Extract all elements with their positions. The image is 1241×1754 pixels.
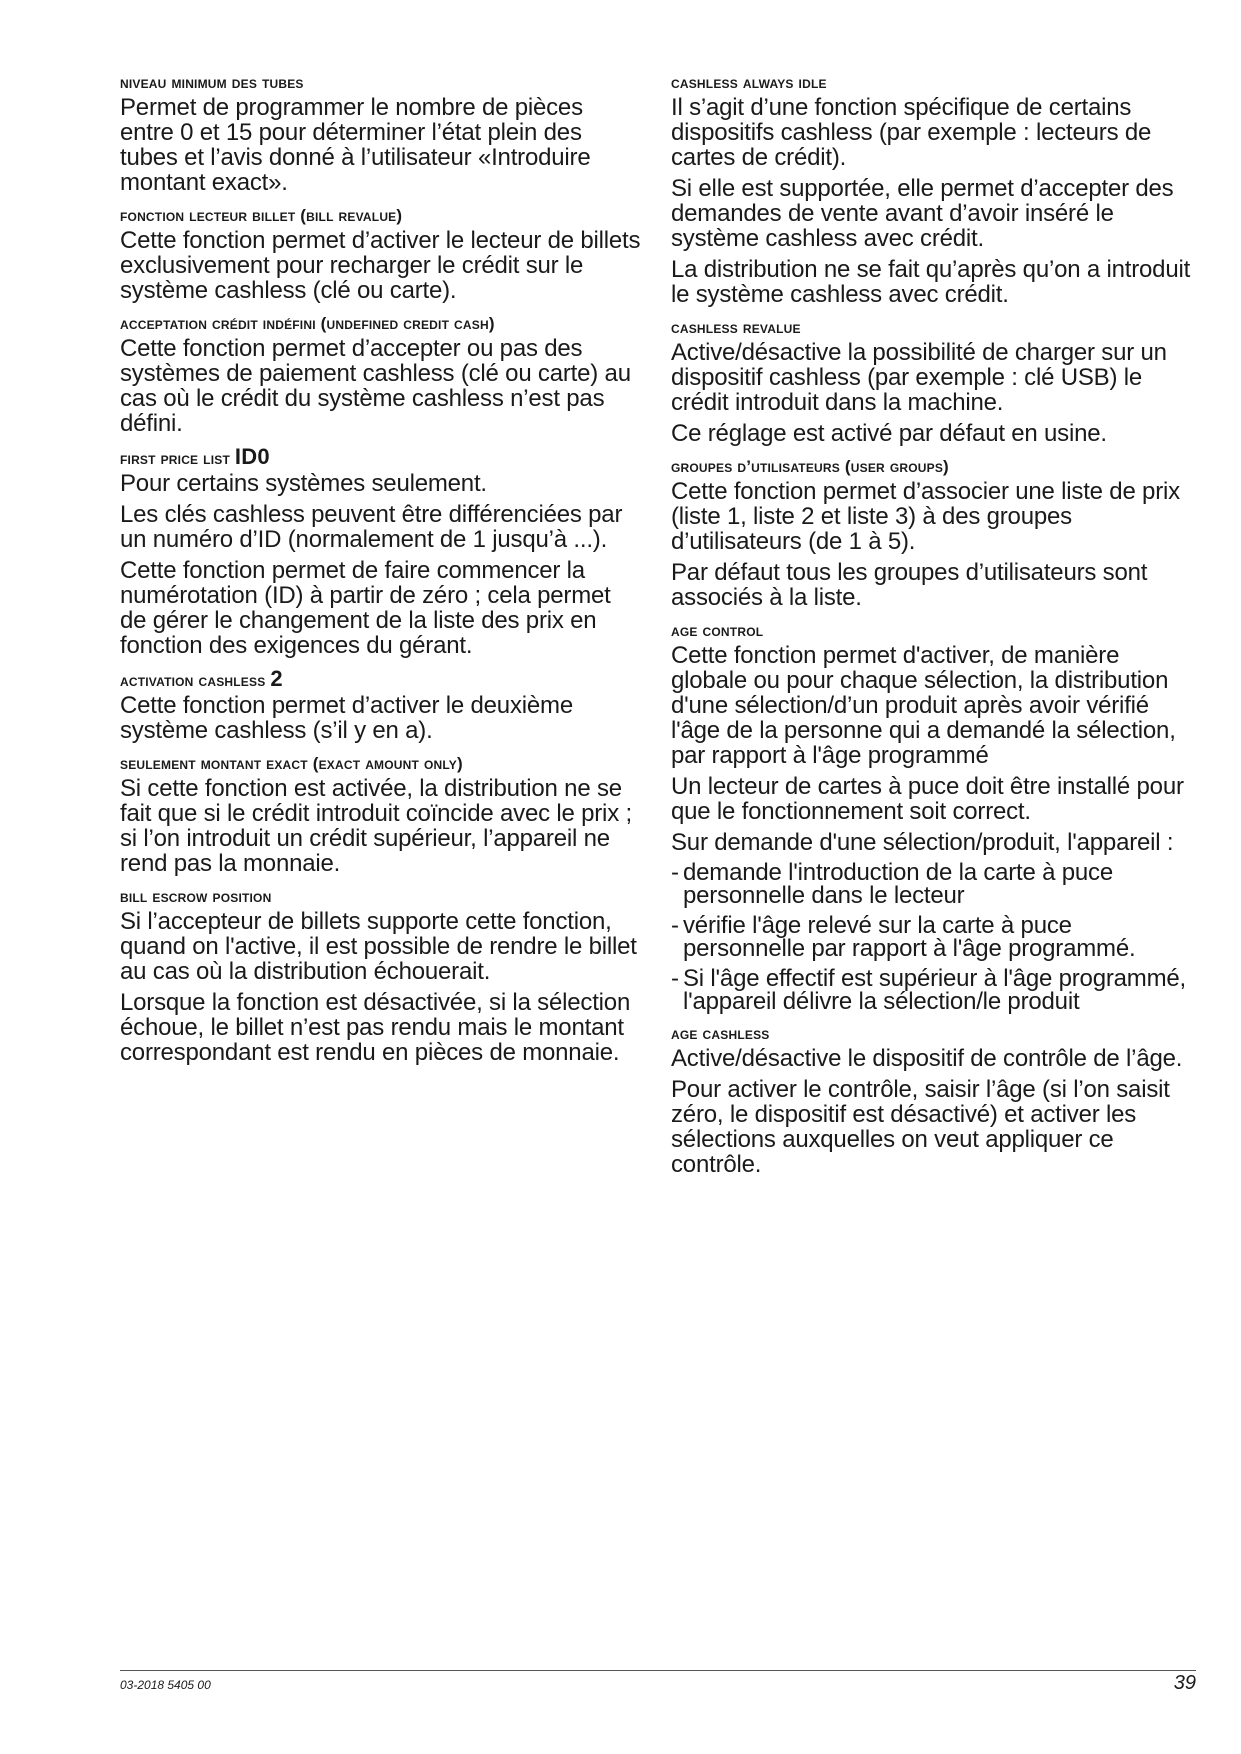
section-heading: bill escrow position — [120, 887, 272, 906]
paragraph: Permet de programmer le nombre de pièces entre 0 et 15 pour déterminer l’état plein des tubes et l’avis donné à l’utilisateur «Introduire montant exact». — [120, 94, 591, 196]
paragraph: Cette fonction permet de faire commencer la numérotation (ID) à partir de zéro ; cela permet de gérer le changement de la liste des prix en fonction des exigences du gérant. — [120, 557, 611, 659]
section-heading: groupes d’utilisateurs (user groups) — [671, 457, 949, 476]
list-item-text: vérifie l'âge relevé sur la carte à puce personnelle par rapport à l'âge programmé. — [683, 912, 1136, 962]
right-column — [671, 72, 1196, 1187]
heading-suffix: 2 — [270, 666, 283, 691]
section-age-cashless — [671, 1023, 1196, 1177]
section-heading: cashless always idle — [671, 73, 827, 92]
paragraph: Lorsque la fonction est désactivée, si la sélection échoue, le billet n’est pas rendu mais le montant correspondant est rendu en pièces de monnaie. — [120, 989, 631, 1066]
paragraph: Cette fonction permet d’activer le deuxième système cashless (s’il y en a). — [120, 692, 573, 744]
paragraph: Cette fonction permet d’associer une liste de prix (liste 1, liste 2 et liste 3) à des groupes d’utilisateurs (de 1 à 5). — [671, 478, 1180, 555]
page-number: 39 — [1173, 1672, 1196, 1694]
section-acceptation-credit-indefini — [120, 313, 642, 436]
section-niveau-minimum-tubes — [120, 72, 642, 195]
paragraph: Cette fonction permet d'activer, de manière globale ou pour chaque sélection, la distribution d'une sélection/d’un produit après avoir vérifié l'âge de la personne qui a demandé la sélection, par rapport à l'âge programmé — [671, 642, 1176, 769]
paragraph: Cette fonction permet d’activer le lecteur de billets exclusivement pour recharger le crédit sur le système cashless (clé ou carte). — [120, 227, 641, 304]
section-heading: fonction lecteur billet (bill revalue) — [120, 206, 403, 225]
section-heading: age cashless — [671, 1024, 770, 1043]
paragraph: Par défaut tous les groupes d’utilisateurs sont associés à la liste. — [671, 559, 1148, 611]
paragraph: Sur demande d'une sélection/produit, l'appareil : — [671, 829, 1174, 856]
list-item — [671, 914, 1196, 960]
section-heading: age control — [671, 621, 764, 640]
paragraph: Les clés cashless peuvent être différenciées par un numéro d’ID (normalement de 1 jusqu’à ...). — [120, 501, 623, 553]
document-code: 03-2018 5405 00 — [120, 1678, 211, 1692]
heading-text: first price list — [120, 449, 230, 468]
list-item-text: Si l'âge effectif est supérieur à l'âge programmé, l'appareil délivre la sélection/le produit — [683, 965, 1186, 1015]
section-heading — [120, 668, 642, 691]
paragraph: Cette fonction permet d’accepter ou pas des systèmes de paiement cashless (clé ou carte) au cas où le crédit du système cashless n’est pas défini. — [120, 335, 631, 437]
dash-bullet-icon: - — [671, 912, 679, 939]
left-column — [120, 72, 642, 1075]
dash-bullet-icon: - — [671, 965, 679, 992]
paragraph: Pour certains systèmes seulement. — [120, 470, 487, 497]
section-heading: cashless revalue — [671, 318, 801, 337]
section-heading — [120, 446, 642, 469]
paragraph: Active/désactive le dispositif de contrôle de l’âge. — [671, 1045, 1183, 1072]
list-item — [671, 967, 1196, 1013]
list-item-text: demande l'introduction de la carte à puce personnelle dans le lecteur — [683, 859, 1113, 909]
paragraph: Si elle est supportée, elle permet d’accepter des demandes de vente avant d’avoir inséré le système cashless avec crédit. — [671, 175, 1174, 252]
heading-text: activation cashless — [120, 671, 266, 690]
section-activation-cashless-2 — [120, 668, 642, 743]
section-first-price-list — [120, 446, 642, 658]
paragraph: Si l’accepteur de billets supporte cette fonction, quand on l'active, il est possible de rendre le billet au cas où la distribution échouerait. — [120, 908, 637, 985]
footer-divider — [120, 1670, 1196, 1671]
paragraph: Ce réglage est activé par défaut en usine. — [671, 420, 1107, 447]
section-bill-escrow-position — [120, 886, 642, 1065]
paragraph: Il s’agit d’une fonction spécifique de certains dispositifs cashless (par exemple : lecteurs de cartes de crédit). — [671, 94, 1152, 171]
paragraph: Active/désactive la possibilité de charger sur un dispositif cashless (par exemple : clé USB) le crédit introduit dans la machine. — [671, 339, 1167, 416]
list-item — [671, 861, 1196, 907]
section-cashless-revalue — [671, 317, 1196, 446]
section-groupes-utilisateurs — [671, 456, 1196, 610]
paragraph: Si cette fonction est activée, la distribution ne se fait que si le crédit introduit coïncide avec le prix ; si l’on introduit un crédit supérieur, l’appareil ne rend pas la monnaie. — [120, 775, 632, 877]
heading-suffix: ID0 — [234, 444, 270, 469]
paragraph: La distribution ne se fait qu’après qu’on a introduit le système cashless avec crédit. — [671, 256, 1191, 308]
section-heading: acceptation crédit indéfini (undefined credit cash) — [120, 314, 495, 333]
section-heading: niveau minimum des tubes — [120, 73, 304, 92]
section-age-control — [671, 620, 1196, 1013]
paragraph: Pour activer le contrôle, saisir l’âge (si l’on saisit zéro, le dispositif est désactivé) et activer les sélections auxquelles on veut appliquer ce contrôle. — [671, 1076, 1170, 1178]
dash-bullet-icon: - — [671, 859, 679, 886]
paragraph: Un lecteur de cartes à puce doit être installé pour que le fonctionnement soit correct. — [671, 773, 1184, 825]
section-fonction-lecteur-billet — [120, 205, 642, 303]
section-heading: seulement montant exact (exact amount only) — [120, 754, 463, 773]
section-cashless-always-idle — [671, 72, 1196, 307]
section-seulement-montant-exact — [120, 753, 642, 876]
